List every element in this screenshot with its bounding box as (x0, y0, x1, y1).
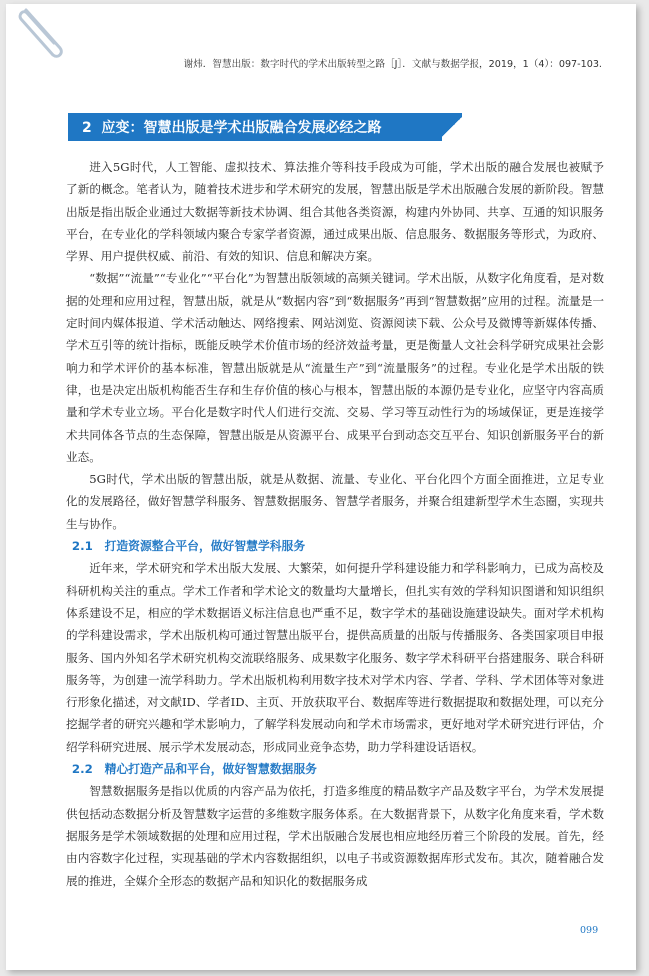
paragraph: 5G时代，学术出版的智慧出版，就是从数据、流量、专业化、平台化四个方面全面推进，立足专业化的发展路径，做好智慧学科服务、智慧数据服务、智慧学者服务，并聚合组建新型学术生态圈，实现共生与协作。 (66, 472, 604, 531)
page-number: 099 (580, 925, 599, 936)
paragraph: 近年来，学术研究和学术出版大发展、大繁荣，如何提升学科建设能力和学科影响力，已成为高校及科研机构关注的重点。学术工作者和学术论文的数量均大量增长，但扎实有效的学科知识图谱和知识组织体系建设不足，相应的学术数据语义标注信息也严重不足，数字学术的基础设施建设缺失。面对学术机构的学科建设需求，学术出版机构可通过智慧出版平台，提供高质量的出版与传播服务、各类国家项目申报服务、国内外知名学术研究机构交流联络服务、成果数字化服务、数字学术科研平台搭建服务、联合科研服务等，为创建一流学科助力。学术出版机构利用数字技术对学术内容、学者、学科、学术团体等对象进行形象化描述，对文献ID、学者ID、主页、开放获取平台、数据库等进行数据提取和数据处理，可以充分挖掘学者的研究兴趣和学术影响力，了解学科发展动向和学术市场需求，更好地对学术研究进行评估，介绍学科研究进展、展示学术发展动态，形成同业竞争态势，助力学科建设话语权。 (66, 561, 604, 754)
paragraph: “数据”“流量”“专业化”“平台化”为智慧出版领域的高频关键词。学术出版，从数字化角度看，是对数据的处理和应用过程，智慧出版，就是从“数据内容”到“数据服务”再到“智慧数据”应用的过程。流量是一定时间内媒体报道、学术活动触达、网络搜索、网站浏览、资源阅读下载、公众号及微博等新媒体传播、学术互引等的统计指标，既能反映学术价值市场的经济效益考量，更是衡量人文社会科学研究成果社会影响力和学术评价的基本标准，智慧出版就是从“流量生产”到“流量服务”的过程。专业化是学术出版的铁律，也是决定出版机构能否生存和生存价值的核心与根本，智慧出版的本源仍是专业化，应坚守内容高质量和学术专业立场。平台化是数字时代人们进行交流、交易、学习等互动性行为的场域保证，更是连接学术共同体各节点的生态保障，智慧出版是从资源平台、成果平台到动态交互平台、知识创新服务平台的新业态。 (66, 271, 604, 464)
paragraph: 智慧数据服务是指以优质的内容产品为依托，打造多维度的精品数字产品及数字平台，为学术发展提供包括动态数据分析及智慧数字运营的多维数字服务体系。在大数据背景下，从数字化角度来看，学术数据服务是学术领域数据的处理和应用过程，学术出版融合发展也相应地经历着三个阶段的发展。首先，经由内容数字化过程，实现基础的学术内容数据组织，以电子书或资源数据库形式发布。其次，随着融合发展的推进，全媒介全形态的数据产品和知识化的数据服务成 (66, 784, 604, 888)
running-header-citation: 谢炜．智慧出版：数字时代的学术出版转型之路［J］．文献与数据学报，2019，1（4）：097-103. (183, 59, 602, 70)
article-body (66, 156, 604, 892)
subsection-heading: 2.1 打造资源整合平台，做好智慧学科服务 (71, 539, 306, 554)
section-title: 应变：智慧出版是学术出版融合发展必经之路 (101, 120, 382, 136)
journal-page (6, 4, 636, 970)
subsection-heading: 2.2 精心打造产品和平台，做好智慧数据服务 (71, 762, 317, 777)
section-number: 2 (82, 120, 92, 136)
section-heading (82, 117, 382, 137)
section-heading-bar-tail (442, 113, 462, 141)
paragraph: 进入5G时代，人工智能、虚拟技术、算法推介等科技手段成为可能，学术出版的融合发展也被赋予了新的概念。笔者认为，随着技术进步和学术研究的发展，智慧出版是学术出版融合发展的新阶段。智慧出版是指出版企业通过大数据等新技术协调、组合其他各类资源，构建内外协同、共享、互通的知识服务平台，在专业化的学科领域内聚合专家学者资源，通过成果出版、信息服务、数据服务等形式，为政府、学界、用户提供权威、前沿、有效的知识、信息和解决方案。 (66, 160, 604, 264)
paperclip-icon (12, 4, 72, 64)
